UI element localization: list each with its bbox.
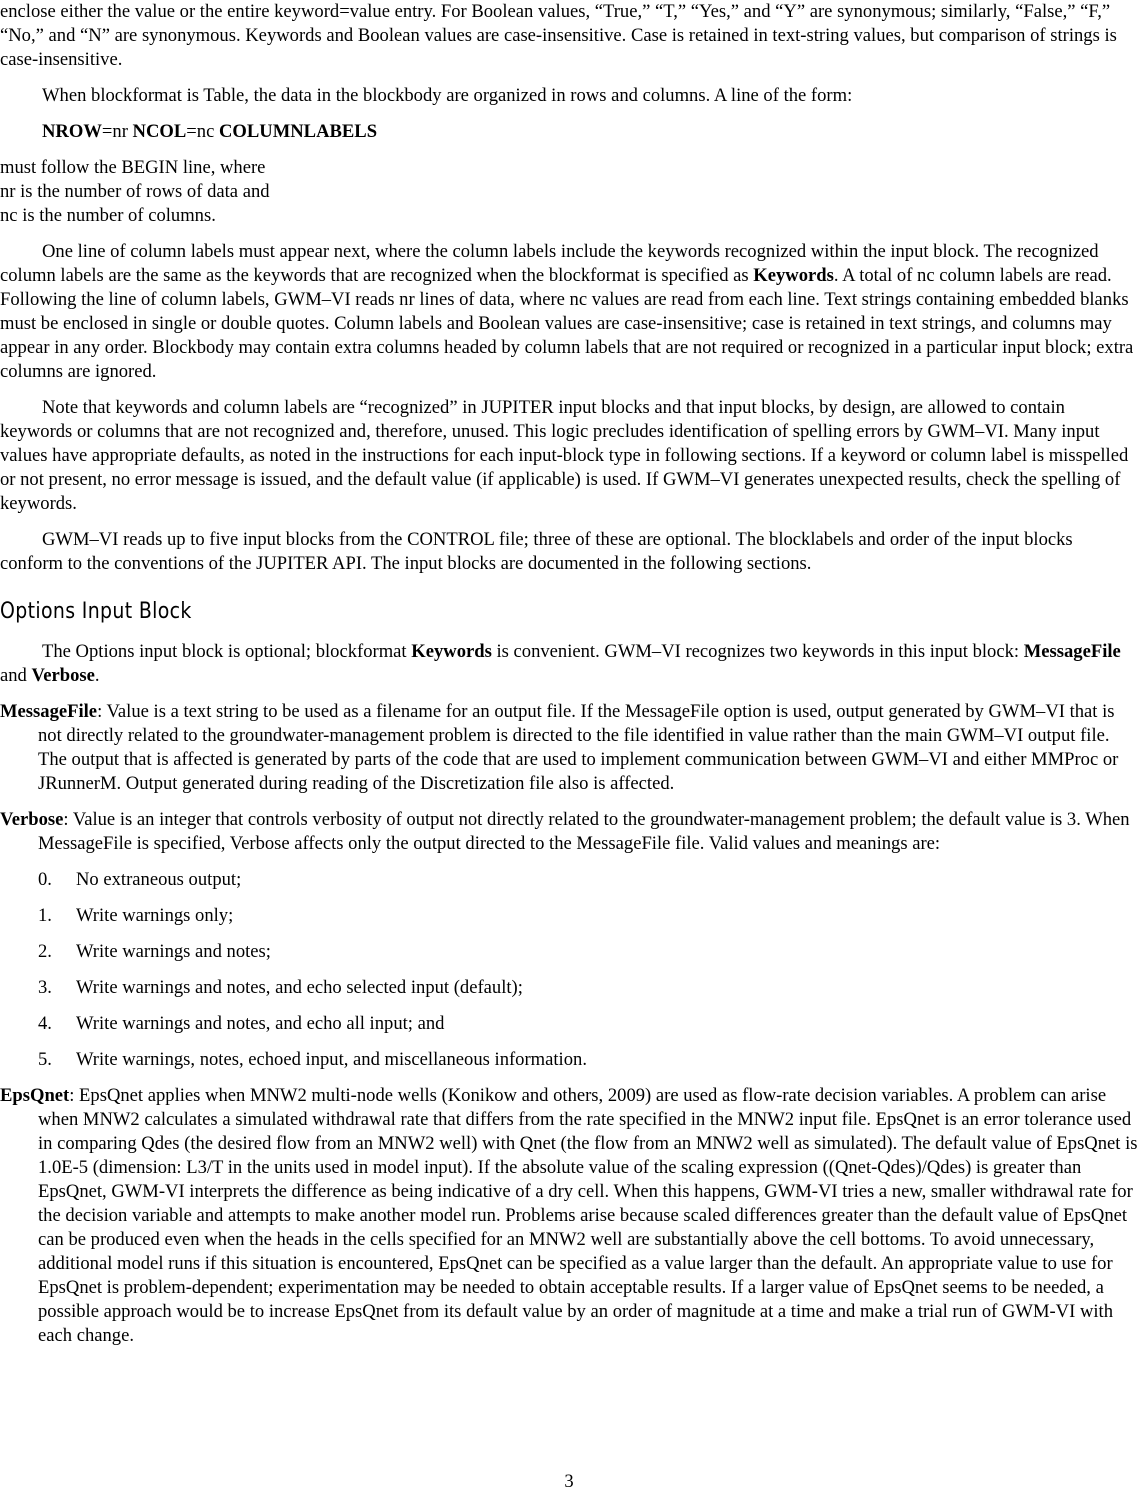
definition-messagefile (0, 700, 1138, 796)
page-number: 3 (564, 1471, 574, 1492)
definition-text: : EpsQnet applies when MNW2 multi-node wells (Konikow and others, 2009) are used as flow-rate decision variables. A problem can arise when MNW2 calculates a simulated withdrawal rate that differs from the rate specified in the MNW2 input file. EpsQnet is an error tolerance used in comparing Qdes (the desired flow from an MNW2 well) with Qnet (the flow from an MNW2 well as simulated). The default value of EpsQnet is 1.0E-5 (dimension: L3/T in the units used in model input). If the absolute value of the scaling expression ((Qnet-Qdes)/Qdes) is greater than EpsQnet, GWM-VI interprets the difference as being indicative of a dry cell. When this happens, GWM-VI tries a new, smaller withdrawal rate for the decision variable and attempts to make another model run. Problems arise because scaled differences greater than the default value of EpsQnet can be produced even when the heads in the cells specified for an MNW2 well are substantially above the cell bottoms. To avoid unnecessary, additional model runs if this situation is encountered, EpsQnet can be specified as a value larger than the default. An appropriate value to use for EpsQnet is problem-dependent; experimentation may be needed to obtain acceptable results. If a larger value of EpsQnet seems to be needed, a possible approach would be to increase EpsQnet from its default value by an order of magnitude at a time and make a trial run of GWM-VI with each change. (38, 1085, 1138, 1346)
verbosity-levels-list (0, 868, 1138, 1072)
list-text: Write warnings and notes; (76, 941, 271, 962)
list-item (38, 868, 1138, 892)
paragraph-recognized-keywords: Note that keywords and column labels are “recognized” in JUPITER input blocks and that input blocks, by design, are allowed to contain keywords or columns that are not recognized and, therefore, unused. This logic precludes identification of spelling errors by GWM–VI. Many input values have appropriate defaults, as noted in the instructions for each input-block type in following sections. If a keyword or column label is misspelled or not present, no error message is issued, and the default value (if applicable) is used. If GWM–VI generates unexpected results, check the spelling of keywords. (0, 397, 1129, 514)
paragraph-table-format: When blockformat is Table, the data in the blockbody are organized in rows and columns. A line of the form: (42, 85, 853, 106)
paragraph-boolean-values: enclose either the value or the entire keyword=value entry. For Boolean values, “True,” “T,” “Yes,” and “Y” are synonymous; similarly, “False,” “F,” “No,” and “N” are synonymous. Keywords and Boolean values are case-insensitive. Case is retained in text-string values, but comparison of strings is case-insensitive. (0, 1, 1117, 70)
list-text: Write warnings, notes, echoed input, and miscellaneous information. (76, 1049, 587, 1070)
ncol-value: =nc (186, 121, 219, 142)
messagefile-term: MessageFile (1023, 641, 1121, 662)
verbose-term: Verbose (31, 665, 95, 686)
nr-definition: nr is the number of rows of data and (0, 181, 270, 202)
text-run: and (0, 665, 32, 686)
list-number: 0. (38, 869, 52, 890)
nrow-value: =nr (101, 121, 133, 142)
definition-verbose (0, 808, 1138, 856)
ncol-keyword: NCOL (132, 121, 187, 142)
list-text: Write warnings and notes, and echo all input; and (76, 1013, 445, 1034)
list-text: Write warnings and notes, and echo selected input (default); (76, 977, 523, 998)
definition-term: EpsQnet (0, 1085, 70, 1106)
paragraph-options-block (0, 640, 1138, 688)
keywords-term: Keywords (411, 641, 492, 662)
definition-term: Verbose (0, 809, 64, 830)
definition-term: MessageFile (0, 701, 98, 722)
list-number: 1. (38, 905, 52, 926)
text-run: . (94, 665, 100, 686)
text-run: . A total of nc column labels are read. Following the line of column labels, GWM–VI reads nr lines of data, where nc values are read from each line. Text strings containing embedded blanks must be enclosed in single or double quotes. Column labels and Boolean values are case-insensitive; case is retained in text strings, and columns may appear in any order. Blockbody may contain extra columns headed by column labels that are not required or recognized in a particular input block; extra columns are ignored. (0, 265, 1134, 382)
nc-definition: nc is the number of columns. (0, 205, 216, 226)
list-item (38, 904, 1138, 928)
paragraph-begin-line (0, 156, 1138, 228)
list-number: 4. (38, 1013, 52, 1034)
begin-line-text: must follow the BEGIN line, where (0, 157, 266, 178)
list-item (38, 976, 1138, 1000)
text-run: The Options input block is optional; blockformat (42, 641, 412, 662)
list-number: 5. (38, 1049, 52, 1070)
definition-text: : Value is an integer that controls verbosity of output not directly related to the groundwater-management problem; the default value is 3. When MessageFile is specified, Verbose affects only the output directed to the MessageFile file. Valid values and meanings are: (38, 809, 1130, 854)
list-item (38, 940, 1138, 964)
list-number: 3. (38, 977, 52, 998)
paragraph-input-blocks: GWM–VI reads up to five input blocks from the CONTROL file; three of these are optional. The blocklabels and order of the input blocks conform to the conventions of the JUPITER API. The input blocks are documented in the following sections. (0, 529, 1073, 574)
table-header-line (0, 120, 1138, 144)
definition-epsqnet (0, 1084, 1138, 1348)
text-run: One line of column labels must appear next, where the column labels include the keywords recognized within the input block. The recognized column labels are the same as the keywords that are recognized when the blockformat is specified as (0, 241, 1099, 286)
columnlabels-keyword: COLUMNLABELS (218, 121, 378, 142)
text-run: is convenient. GWM–VI recognizes two keywords in this input block: (491, 641, 1024, 662)
list-number: 2. (38, 941, 52, 962)
list-item (38, 1012, 1138, 1036)
list-text: No extraneous output; (76, 869, 242, 890)
list-text: Write warnings only; (76, 905, 234, 926)
nrow-keyword: NROW (42, 121, 102, 142)
keywords-term: Keywords (753, 265, 834, 286)
paragraph-column-labels (0, 240, 1138, 384)
section-heading: Options Input Block (0, 599, 192, 624)
list-item (38, 1048, 1138, 1072)
definition-text: : Value is a text string to be used as a filename for an output file. If the MessageFile option is used, output generated by GWM–VI that is not directly related to the groundwater-management problem is directed to the file identified in value rather than the main GWM–VI output file. The output that is affected is generated by parts of the code that are used to implement communication between GWM–VI and either MMProc or JRunnerM. Output generated during reading of the Discretization file also is affected. (38, 701, 1119, 794)
